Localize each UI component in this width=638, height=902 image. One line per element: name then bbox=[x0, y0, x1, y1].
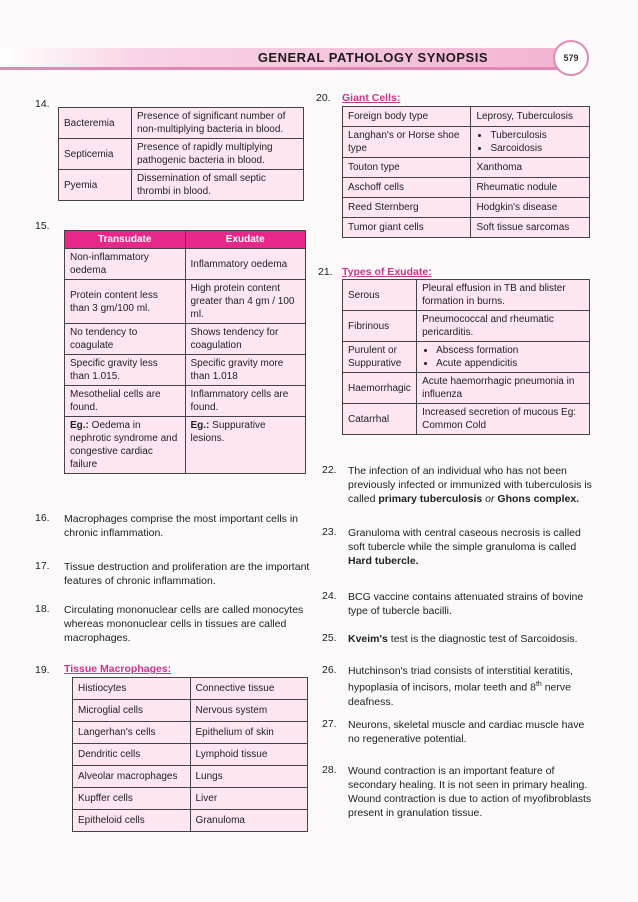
item-number-24: 24. bbox=[322, 590, 337, 602]
item-number-23: 23. bbox=[322, 526, 337, 538]
item-number-19: 19. bbox=[35, 664, 50, 676]
transudate-exudate-table bbox=[64, 230, 306, 474]
table-cell: Soft tissue sarcomas bbox=[471, 218, 590, 238]
definition-cell: Presence of significant number of non-multiplying bacteria in blood. bbox=[132, 108, 304, 139]
table-header-row bbox=[65, 231, 306, 249]
list-item: • Tuberculosis bbox=[490, 129, 584, 142]
table-cell: Protein content less than 3 gm/100 ml. bbox=[65, 280, 186, 324]
statement-22 bbox=[348, 464, 592, 506]
statement-28: Wound contraction is an important feature of secondary healing. It is not seen in primary healing. Wound contraction is due to action of myofibroblasts present in granulation tissue. bbox=[348, 765, 592, 819]
table-cell: Alveolar macrophages bbox=[73, 766, 191, 788]
item-number-21: 21. bbox=[318, 266, 333, 278]
bullet-list bbox=[422, 344, 584, 370]
statement-26 bbox=[348, 664, 592, 709]
table-cell: Kupffer cells bbox=[73, 788, 191, 810]
table-row bbox=[73, 766, 308, 788]
table-row bbox=[65, 355, 306, 386]
table-cell: Pneumococcal and rheumatic pericarditis. bbox=[417, 311, 590, 342]
table-cell: Leprosy, Tuberculosis bbox=[471, 107, 590, 127]
table-cell: Mesothelial cells are found. bbox=[65, 386, 186, 417]
section-title-tissue-macrophages: Tissue Macrophages: bbox=[64, 663, 172, 675]
table-cell: Dendritic cells bbox=[73, 744, 191, 766]
table-row bbox=[343, 342, 590, 373]
table-cell: Aschoff cells bbox=[343, 178, 471, 198]
statement-bold: primary tuberculosis bbox=[378, 493, 483, 505]
table-row bbox=[343, 218, 590, 238]
statement-27: Neurons, skeletal muscle and cardiac muscle have no regenerative potential. bbox=[348, 719, 585, 745]
table-cell: Tumor giant cells bbox=[343, 218, 471, 238]
header-exudate: Exudate bbox=[185, 231, 306, 249]
table-row bbox=[65, 324, 306, 355]
table-cell: Catarrhal bbox=[343, 404, 417, 435]
bullet-list bbox=[476, 129, 584, 155]
table-cell: Foreign body type bbox=[343, 107, 471, 127]
table-cell: Pleural effusion in TB and blister formation in burns. bbox=[417, 280, 590, 311]
table-row bbox=[343, 198, 590, 218]
table-cell: Granuloma bbox=[190, 810, 308, 832]
item-number-20: 20. bbox=[316, 92, 331, 104]
list-item: • Abscess formation bbox=[436, 344, 584, 357]
eg-label: Eg.: bbox=[70, 420, 89, 431]
table-cell bbox=[417, 342, 590, 373]
table-cell: Lymphoid tissue bbox=[190, 744, 308, 766]
table-cell: Shows tendency for coagulation bbox=[185, 324, 306, 355]
statement-bold: Ghons complex. bbox=[497, 493, 580, 505]
table-row bbox=[343, 404, 590, 435]
table-cell: Purulent or Suppurative bbox=[343, 342, 417, 373]
tissue-macrophages-table bbox=[72, 677, 308, 832]
header-transudate: Transudate bbox=[65, 231, 186, 249]
table-row bbox=[343, 373, 590, 404]
statement-17: Tissue destruction and proliferation are the important features of chronic inflammation. bbox=[64, 561, 310, 587]
statement-18: Circulating mononuclear cells are called monocytes whereas mononuclear cells in tissues are called macrophages. bbox=[64, 604, 304, 644]
statement-23 bbox=[348, 526, 592, 568]
giant-cells-table bbox=[342, 106, 590, 238]
table-cell bbox=[65, 417, 186, 474]
table-cell: Increased secretion of mucous Eg: Common Cold bbox=[417, 404, 590, 435]
page-number-badge: 579 bbox=[553, 40, 589, 76]
statement-bold: Hard tubercle. bbox=[348, 555, 419, 567]
table-row bbox=[73, 678, 308, 700]
statement-text: The infection of an individual who has not been previously infected or immunized with tuberculosis is called bbox=[348, 465, 592, 505]
item-number-14: 14. bbox=[35, 98, 50, 110]
table-cell: Langhan's or Horse shoe type bbox=[343, 127, 471, 158]
statement-text: or bbox=[482, 493, 498, 505]
term-cell: Bacteremia bbox=[59, 108, 132, 139]
term-cell: Septicemia bbox=[59, 139, 132, 170]
table-row bbox=[73, 788, 308, 810]
list-item: • Sarcoidosis bbox=[490, 142, 584, 155]
table-cell: Xanthoma bbox=[471, 158, 590, 178]
table-row bbox=[73, 810, 308, 832]
types-of-exudate-table bbox=[342, 279, 590, 435]
table-row bbox=[59, 139, 304, 170]
item-number-25: 25. bbox=[322, 632, 337, 644]
table-row bbox=[343, 311, 590, 342]
table-cell: Touton type bbox=[343, 158, 471, 178]
table-cell: Fibrinous bbox=[343, 311, 417, 342]
superscript: th bbox=[535, 681, 542, 688]
table-row bbox=[343, 127, 590, 158]
table-cell: Haemorrhagic bbox=[343, 373, 417, 404]
table-cell: Hodgkin's disease bbox=[471, 198, 590, 218]
statement-24: BCG vaccine contains attenuated strains of bovine type of tubercle bacilli. bbox=[348, 591, 584, 617]
table-row bbox=[59, 170, 304, 201]
item-number-27: 27. bbox=[322, 718, 337, 730]
item-number-17: 17. bbox=[35, 560, 50, 572]
table-row bbox=[59, 108, 304, 139]
table-cell: Inflammatory oedema bbox=[185, 249, 306, 280]
statement-text: test is the diagnostic test of Sarcoidosis. bbox=[387, 633, 578, 645]
table-cell: Specific gravity more than 1.018 bbox=[185, 355, 306, 386]
table-row bbox=[73, 722, 308, 744]
table-cell: Liver bbox=[190, 788, 308, 810]
table-row bbox=[343, 158, 590, 178]
table-cell: Serous bbox=[343, 280, 417, 311]
table-cell: Nervous system bbox=[190, 700, 308, 722]
table-cell bbox=[185, 417, 306, 474]
table-cell: Histiocytes bbox=[73, 678, 191, 700]
item-number-16: 16. bbox=[35, 512, 50, 524]
table-row bbox=[73, 744, 308, 766]
table-cell: Specific gravity less than 1.015. bbox=[65, 355, 186, 386]
table-cell: Reed Sternberg bbox=[343, 198, 471, 218]
table-cell: Non-inflammatory oedema bbox=[65, 249, 186, 280]
section-title-giant-cells: Giant Cells: bbox=[342, 92, 401, 104]
eg-text: Suppurative lesions. bbox=[190, 420, 266, 444]
statement-text: Granuloma with central caseous necrosis is called soft tubercle while the simple granuloma is called bbox=[348, 527, 581, 553]
statement-bold: Kveim's bbox=[348, 633, 388, 645]
item-number-22: 22. bbox=[322, 464, 337, 476]
statement-16: Macrophages comprise the most important cells in chronic inflammation. bbox=[64, 513, 299, 539]
table-row bbox=[343, 178, 590, 198]
table-cell: Connective tissue bbox=[190, 678, 308, 700]
table-row bbox=[343, 107, 590, 127]
page-header-title: GENERAL PATHOLOGY SYNOPSIS bbox=[257, 50, 488, 65]
table-cell bbox=[471, 127, 590, 158]
table-cell: Rheumatic nodule bbox=[471, 178, 590, 198]
table-row bbox=[65, 386, 306, 417]
table-row bbox=[65, 280, 306, 324]
item-number-18: 18. bbox=[35, 603, 50, 615]
table-row bbox=[65, 417, 306, 474]
statement-text: nerve deafness. bbox=[348, 681, 571, 708]
definition-cell: Dissemination of small septic thrombi in blood. bbox=[132, 170, 304, 201]
eg-label: Eg.: bbox=[190, 420, 210, 431]
table-row bbox=[73, 700, 308, 722]
table-row bbox=[343, 280, 590, 311]
table-cell: Epithelium of skin bbox=[190, 722, 308, 744]
table-row bbox=[65, 249, 306, 280]
list-item: • Acute appendicitis bbox=[436, 357, 584, 370]
term-cell: Pyemia bbox=[59, 170, 132, 201]
item-number-26: 26. bbox=[322, 664, 337, 676]
section-title-types-of-exudate: Types of Exudate: bbox=[342, 266, 432, 278]
table-cell: No tendency to coagulate bbox=[65, 324, 186, 355]
bacteremia-table bbox=[58, 107, 304, 201]
statement-text: Hutchinson's triad consists of interstitial keratitis, hypoplasia of incisors, molar teeth and 8 bbox=[348, 665, 573, 694]
table-cell: Epitheloid cells bbox=[73, 810, 191, 832]
table-cell: Langerhan's cells bbox=[73, 722, 191, 744]
table-cell: High protein content greater than 4 gm / 100 ml. bbox=[185, 280, 306, 324]
table-cell: Microglial cells bbox=[73, 700, 191, 722]
statement-25 bbox=[348, 632, 592, 646]
table-cell: Inflammatory cells are found. bbox=[185, 386, 306, 417]
table-cell: Lungs bbox=[190, 766, 308, 788]
item-number-15: 15. bbox=[35, 220, 50, 232]
table-cell: Acute haemorrhagic pneumonia in influenza bbox=[417, 373, 590, 404]
item-number-28: 28. bbox=[322, 764, 337, 776]
eg-text: Oedema in nephrotic syndrome and congestive cardiac failure bbox=[70, 420, 178, 470]
definition-cell: Presence of rapidly multiplying pathogenic bacteria in blood. bbox=[132, 139, 304, 170]
